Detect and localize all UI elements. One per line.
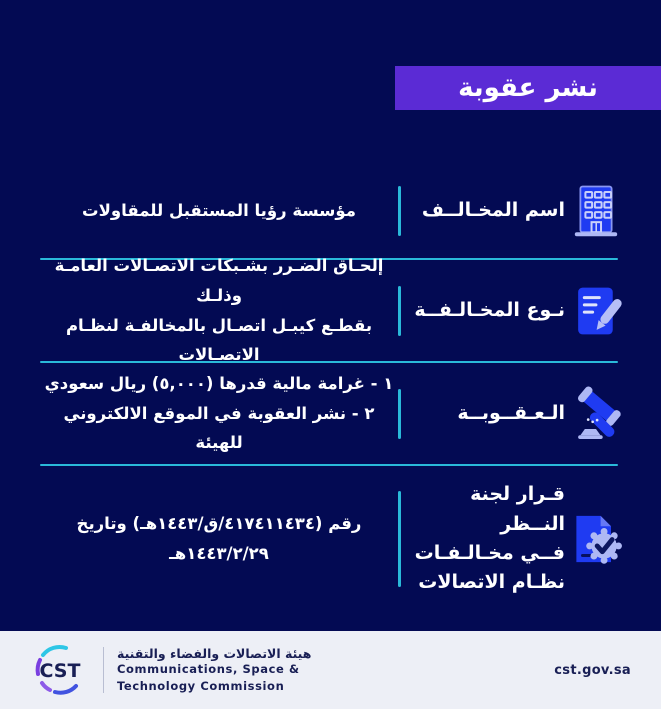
- violator-name-label: اسم المخـالــف: [421, 199, 565, 222]
- row-penalty: [0, 363, 661, 464]
- footer: [0, 631, 661, 709]
- violation-type-value: [40, 251, 398, 370]
- building-icon: [565, 182, 627, 240]
- decision-label-line2: فــي مخـالـفـات: [414, 542, 565, 564]
- org-names: [117, 646, 311, 694]
- label-accent-bar: [398, 186, 401, 236]
- decision-label-line3: نظـام الاتصالات: [418, 571, 565, 594]
- cst-logo-mark: [30, 643, 90, 697]
- label-accent-bar: [398, 389, 401, 439]
- label-accent-bar: [398, 491, 401, 587]
- violation-type-line1: إلحـاق الضـرر بشـبكات الاتصـالات العامـة وذلـك: [54, 256, 384, 305]
- decision-label-line1: قـرار لجنة النــظر: [470, 483, 565, 535]
- label-accent-bar: [398, 286, 401, 336]
- org-name-english-line1: Communications, Space &: [117, 661, 300, 676]
- row-violation-type: [0, 256, 661, 365]
- decision-value: رقم (٤١٧٤١١٤٣٤/ق/١٤٤٣هـ) وتاريخ ١٤٤٣/٢/٢٩هـ: [76, 514, 362, 563]
- decision-label: [401, 480, 565, 598]
- penalty-line2: ٢ - نشر العقوبة في الموقع الالكتروني للهيئة: [63, 403, 375, 453]
- document-pen-icon: [565, 282, 627, 340]
- violation-type-label: نـوع المخـالـفــة: [414, 298, 565, 321]
- violator-name-value: مؤسسة رؤيا المستقبل للمقاولات: [82, 201, 356, 221]
- website-url: cst.gov.sa: [554, 662, 631, 678]
- org-name-arabic: هيئة الاتصالات والفضاء والتقنية: [117, 645, 312, 661]
- org-name-english-line2: Technology Commission: [117, 678, 285, 693]
- svg-text:CST: CST: [39, 660, 81, 682]
- violation-type-line2: بقطـع كيبـل اتصـال بالمخالفـة لنظـام الاتصـالات: [65, 315, 373, 365]
- row-violator-name: [0, 164, 661, 258]
- penalty-value: [40, 369, 398, 458]
- page-title: نشر عقوبة: [458, 73, 598, 103]
- row-decision: [0, 466, 661, 612]
- penalty-banner: [395, 66, 661, 110]
- gavel-icon: [565, 385, 627, 443]
- cst-logo: [30, 643, 311, 697]
- penalty-details: [0, 164, 661, 612]
- penalty-label: الـعـقــوبــة: [457, 401, 565, 424]
- logo-divider: [103, 647, 104, 693]
- document-gear-icon: [565, 509, 627, 569]
- penalty-line1: ١ - غرامة مالية قدرها (٥,٠٠٠) ريال سعودي: [44, 373, 394, 393]
